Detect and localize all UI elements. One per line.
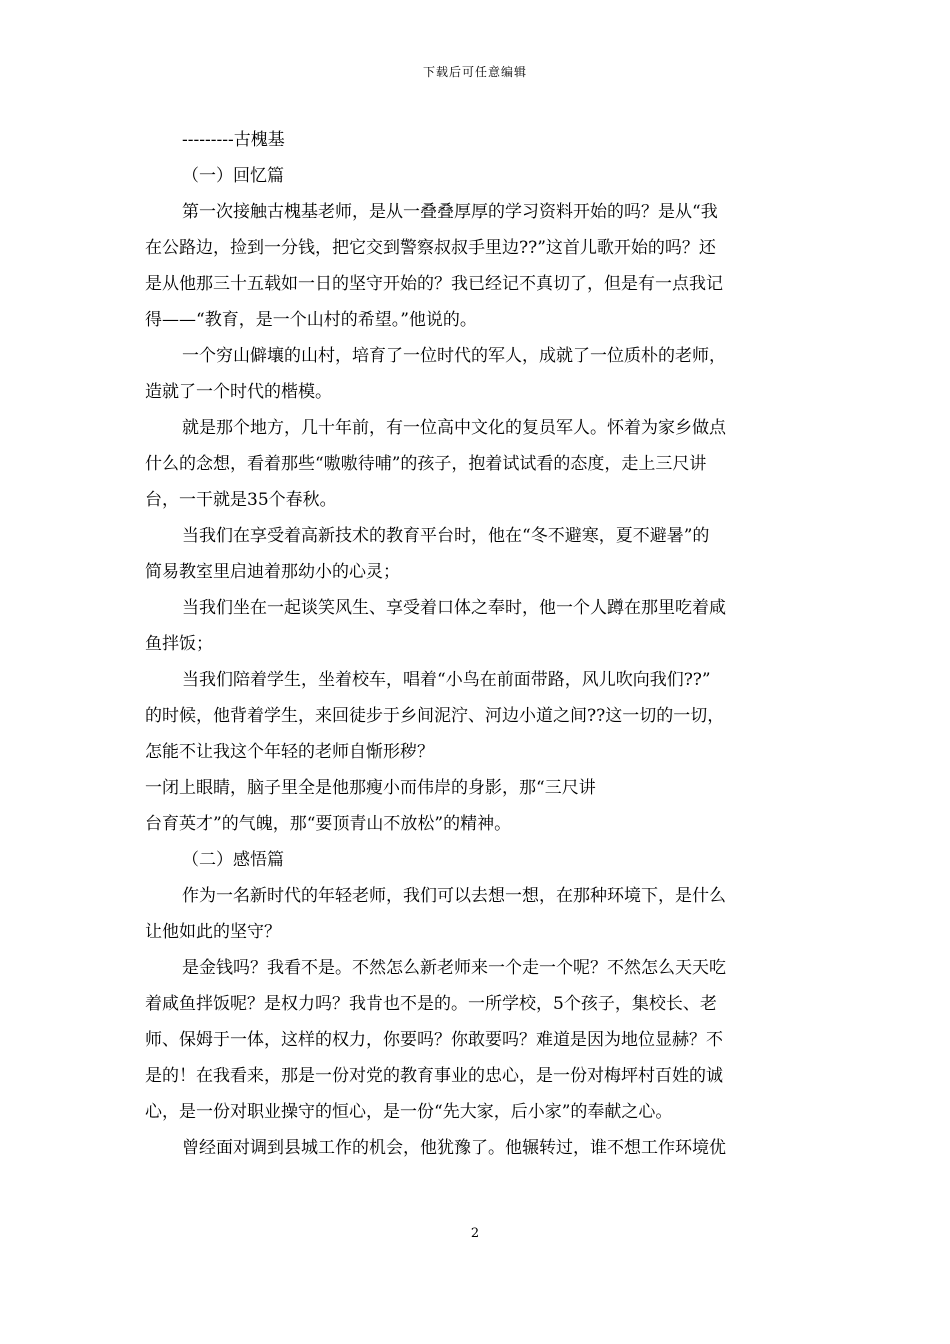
text-line: 什么的念想，看着那些“嗷嗷待哺”的孩子，抱着试试看的态度，走上三尺讲 [145,454,707,474]
text-line: 曾经面对调到县城工作的机会，他犹豫了。他辗转过，谁不想工作环境优 [182,1138,726,1158]
text-line: 心，是一份对职业操守的恒心，是一份“先大家，后小家”的奉献之心。 [145,1102,673,1122]
text-line: 当我们坐在一起谈笑风生、享受着口体之奉时，他一个人蹲在那里吃着咸 [182,598,726,618]
text-line: 是从他那三十五载如一日的坚守开始的？我已经记不真切了，但是有一点我记 [145,274,723,294]
text-line: ---------古槐基 [182,130,285,150]
text-line: 是的！在我看来，那是一份对党的教育事业的忠心，是一份对梅坪村百姓的诚 [145,1066,723,1086]
text-line: 着咸鱼拌饭呢？是权力吗？我肯也不是的。一所学校，5个孩子，集校长、老 [145,994,717,1014]
text-line: 让他如此的坚守？ [145,922,281,942]
text-line: 第一次接触古槐基老师，是从一叠叠厚厚的学习资料开始的吗？是从“我 [182,202,718,222]
text-line: 鱼拌饭； [145,634,213,654]
text-line: 师、保姆于一体，这样的权力，你要吗？你敢要吗？难道是因为地位显赫？不 [145,1030,723,1050]
text-line: （一）回忆篇 [182,166,284,186]
page-number: 2 [470,1226,480,1241]
text-line: 作为一名新时代的年轻老师，我们可以去想一想，在那种环境下，是什么 [182,886,726,906]
text-line: 就是那个地方，几十年前，有一位高中文化的复员军人。怀着为家乡做点 [182,418,726,438]
text-line: 台，一干就是35个春秋。 [145,490,337,510]
text-line: 一个穷山僻壤的山村，培育了一位时代的军人，成就了一位质朴的老师， [182,346,726,366]
text-line: 得——“教育，是一个山村的希望。”他说的。 [145,310,477,330]
text-line: （二）感悟篇 [182,850,284,870]
text-line: 一闭上眼睛，脑子里全是他那瘦小而伟岸的身影，那“三尺讲 [145,778,596,798]
text-line: 台育英才”的气魄，那“要顶青山不放松”的精神。 [145,814,512,834]
text-line: 当我们在享受着高新技术的教育平台时，他在“冬不避寒，夏不避暑”的 [182,526,710,546]
page-header: 下载后可任意编辑 [422,65,527,79]
text-line: 怎能不让我这个年轻的老师自惭形秽？ [145,742,434,762]
text-line: 造就了一个时代的楷模。 [145,382,332,402]
text-line: 简易教室里启迪着那幼小的心灵； [145,562,400,582]
text-line: 的时候，他背着学生，来回徒步于乡间泥泞、河边小道之间??这一切的一切， [145,706,725,726]
text-line: 当我们陪着学生，坐着校车，唱着“小鸟在前面带路，风儿吹向我们??” [182,670,711,690]
text-line: 在公路边，捡到一分钱，把它交到警察叔叔手里边??”这首儿歌开始的吗？还 [145,238,716,258]
document-body [145,122,805,1166]
text-line: 是金钱吗？我看不是。不然怎么新老师来一个走一个呢？不然怎么天天吃 [182,958,726,978]
